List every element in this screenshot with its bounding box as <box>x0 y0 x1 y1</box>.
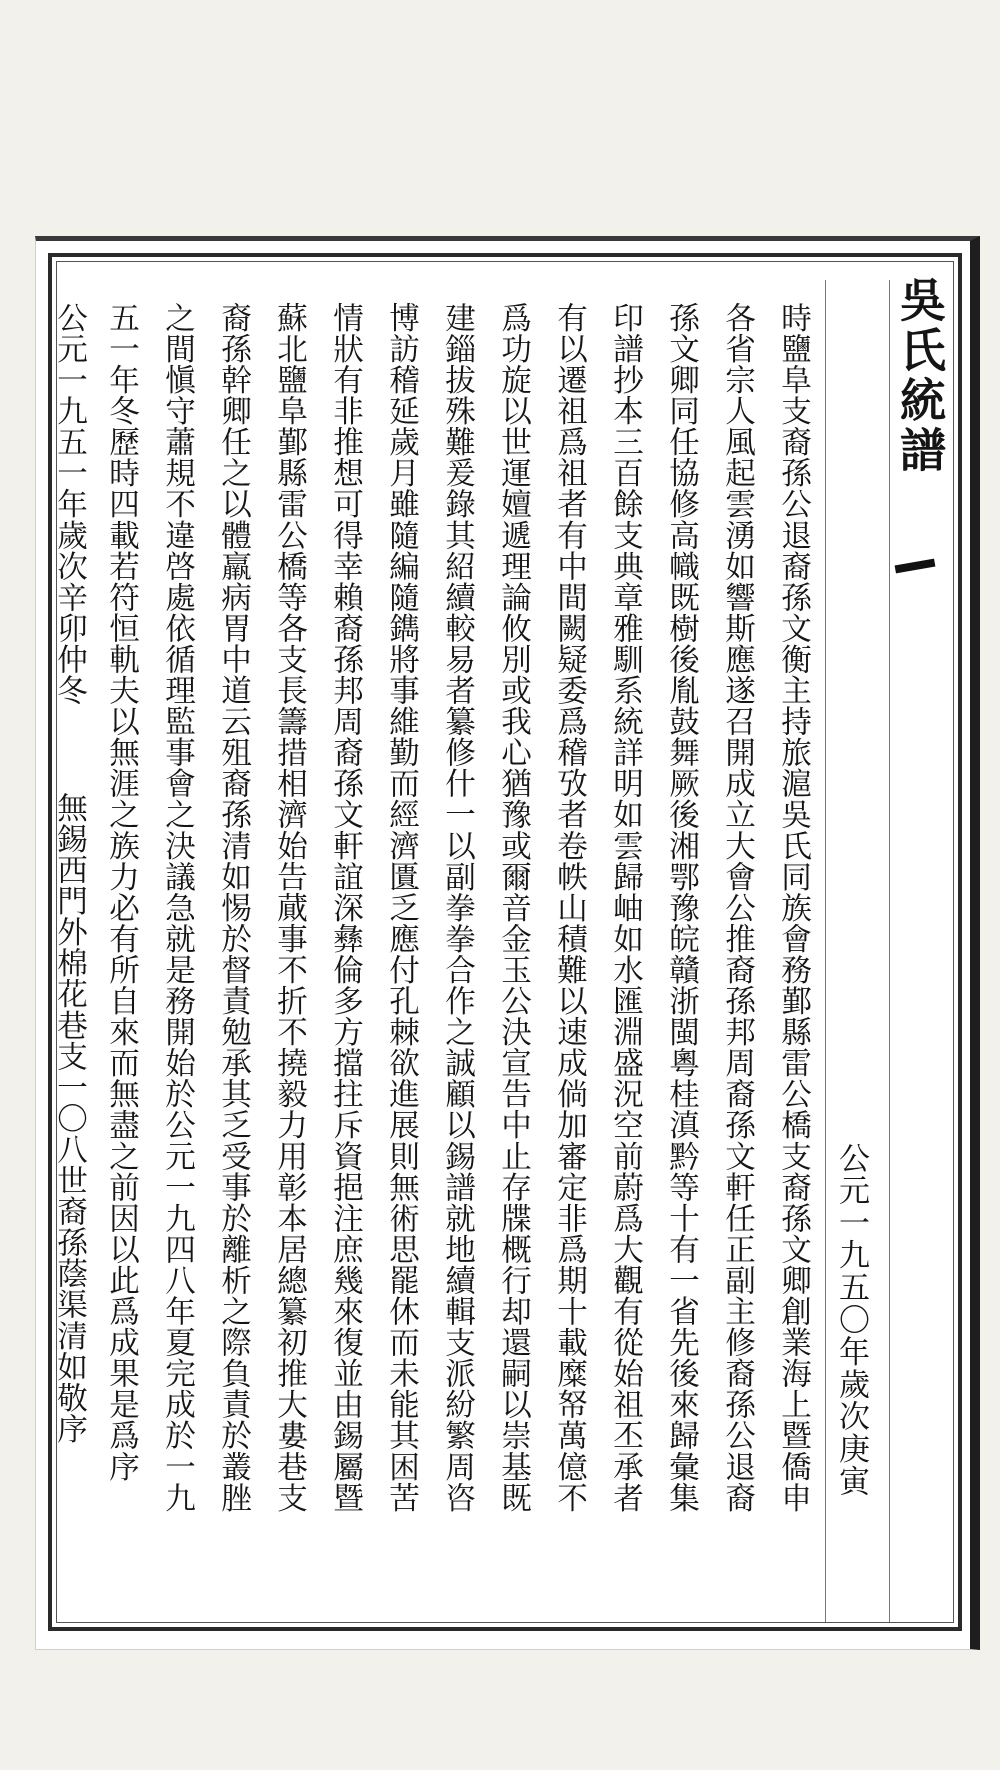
text-column-6: 爲功旋以世運嬗遞理論攸別或我心猶豫或爾音金玉公決宣告中止存牒概行却還嗣以崇基既 <box>495 302 531 1513</box>
text-column-8: 博訪稽延歲月雖隨編隨鐫將事維勤而經濟匱乏應付孔棘欲進展則無術思罷休而未能其困苦 <box>383 302 419 1513</box>
date-column-divider <box>825 280 826 1622</box>
text-column-7: 建錙拔殊難爰錄其紹續較易者纂修什一以副拳拳合作之誠顧以錫譜就地續輯支派紛繁周咨 <box>439 302 475 1513</box>
text-column-10: 蘇北鹽阜鄞縣雷公橋等各支長籌措相濟始告蕆事不折不撓毅力用彰本居總纂初推大婁巷支 <box>271 302 307 1513</box>
title-ornament-mark <box>895 559 936 574</box>
text-column-4: 印譜抄本三百餘支典章雅馴系統詳明如雲歸岫如水匯淵盛況空前蔚爲大觀有從始祖丕承者 <box>607 302 643 1513</box>
page-inner-border <box>51 261 954 1623</box>
text-column-1: 時鹽阜支裔孫公退裔孫文衡主持旅滬吳氏同族會務鄞縣雷公橋支裔孫文卿創業海上暨僑申 <box>775 302 811 1513</box>
text-column-5: 有以遷祖爲祖者有中間闕疑委爲稽攷者卷帙山積難以速成倘加審定非爲期十載糜帑萬億不 <box>551 302 587 1513</box>
text-column-12: 之間愼守蕭規不違啓處依循理監事會之決議急就是務開始於公元一九四八年夏完成於一九 <box>159 302 195 1513</box>
preface-date-start: 公元一九五〇年歲次庚寅 <box>833 1142 869 1498</box>
page-border-frame <box>48 253 962 1631</box>
text-column-2: 各省宗人風起雲湧如響斯應遂召開成立大會公推裔孫邦周裔孫文軒任正副主修裔孫公退裔 <box>719 302 755 1513</box>
text-column-13: 五一年冬歷時四載若符恒軌夫以無涯之族力必有所自來而無盡之前因以此爲成果是爲序 <box>103 302 139 1482</box>
book-title: 吳氏統譜 <box>893 276 947 476</box>
text-column-11: 裔孫幹卿任之以體羸病胃中道云殂裔孫清如惕於督責勉承其乏受事於離析之際負責於叢脞 <box>215 302 251 1513</box>
text-column-3: 孫文卿同任協修高幟既樹後胤鼓舞厥後湘鄂豫皖贛浙閩粵桂滇黔等十有一省先後來歸彙集 <box>663 302 699 1513</box>
preface-date-end: 公元一九五一年歲次辛卯仲冬 <box>51 302 87 706</box>
text-column-9: 情狀有非推想可得幸賴裔孫邦周裔孫文軒誼深彝倫多方擋拄斥資挹注庶幾來復並由錫屬暨 <box>327 302 363 1513</box>
signature-line: 無錫西門外棉花巷支一〇八世裔孫蔭渠清如敬序 <box>51 792 87 1445</box>
book-page <box>35 236 980 1650</box>
title-column-divider <box>889 280 890 1622</box>
